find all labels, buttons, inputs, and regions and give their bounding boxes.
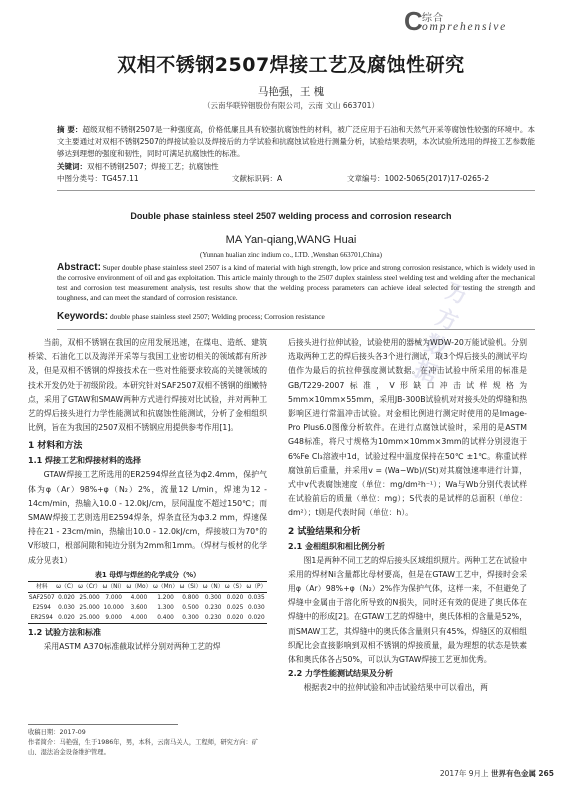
table-cell: 0.230 xyxy=(202,613,224,624)
table-cell: 0.400 xyxy=(152,613,179,624)
table-cell: 0.030 xyxy=(58,604,75,611)
table-header-cell: ω（Si） xyxy=(179,581,202,592)
table-row xyxy=(28,613,267,624)
watermark-stamp: 万方数据 xyxy=(406,277,472,391)
table-cell: 0.500 xyxy=(182,604,199,611)
footnote-received: 收稿日期：2017-09 xyxy=(28,729,86,736)
table-header-cell: ω（Cr） xyxy=(77,581,101,592)
title-en: Double phase stainless steel 2507 welding process and corrosion research xyxy=(130,211,452,221)
table-cell: 0.800 xyxy=(182,594,199,601)
section-1-2-heading: 1.2 试验方法和标准 xyxy=(28,627,101,637)
footnote xyxy=(28,728,267,758)
table-cell: 0.020 xyxy=(56,613,78,624)
table-header-row xyxy=(28,581,267,592)
table-cell: 0.020 xyxy=(224,613,245,624)
section-2-1-heading: 2.1 金相组织和相比例分析 xyxy=(288,541,385,551)
table-cell: ER2594 xyxy=(28,613,56,624)
table-cell: SAF2507 xyxy=(28,594,55,601)
keywords-en-label: Keywords: xyxy=(57,311,109,322)
table-cell: 1.200 xyxy=(157,594,174,601)
table-cell: 4.000 xyxy=(130,594,148,601)
table-header-cell: ω（Mo） xyxy=(126,581,153,592)
footnote-author-intro: 作者简介：马艳强，生于1986年，男，本科，云南马关人，工程师，研究方向：矿山、湿法冶金设备维护管理。 xyxy=(28,739,259,756)
section-tag-bracket: C xyxy=(404,6,423,36)
section-2-2-heading: 2.2 力学性能测试结果及分析 xyxy=(288,669,393,679)
table-cell: 9.000 xyxy=(102,613,126,624)
page-footer xyxy=(440,768,554,779)
footer-date: 2017年 9月上 xyxy=(439,769,489,778)
footer-page-number: 265 xyxy=(538,769,554,778)
table-header-cell: ω（N） xyxy=(202,581,224,592)
section-tag-en: omprehensive xyxy=(422,21,508,33)
keywords-en xyxy=(57,312,535,322)
authors-cn: 马艳强，王 槐 xyxy=(257,86,325,98)
table-header-cell: ω（S） xyxy=(224,581,245,592)
section-tag xyxy=(404,8,554,36)
table-cell: 25.000 xyxy=(79,604,100,611)
divider-top xyxy=(57,190,535,191)
table-cell: 0.300 xyxy=(179,613,202,624)
abstract-en-label: Abstract: xyxy=(57,262,101,273)
section-2-1-paragraph: 图1是两种不同工艺的焊后接头区域组织照片。两种工艺在试验中采用的焊材Ni含量都比母材要高，但是在GTAW工艺中，焊接时会采用φ（Ar）98%+φ（N₂）2%作为保护气体，这样一来，不但避免了焊缝中金属由于溶化所导致的N损失，同时还有效的促进了奥氏体在焊缝中的形成[2]。在GTAW工艺的焊缝中，奥氏体相的含量是52%，而SMAW工艺，其焊缝中的奥氏体含量则只有45%，焊缝区的双相组织配比会直接影响到双相不锈钢的焊接质量，最为理想的状态是铁素体和奥氏体各占50%，可以认为GTAW焊接工艺更加优秀。 xyxy=(288,555,527,665)
section-1-2-paragraph: 采用ASTM A370标准截取试样分别对两种工艺的焊 xyxy=(43,641,221,651)
left-column xyxy=(28,336,267,654)
section-1-heading: 1 材料和方法 xyxy=(28,441,83,452)
affiliation-en: (Yunnan hualian zinc indium co., LTD. ,Wenshan 663701,China) xyxy=(200,251,382,259)
table-header-cell: ω（P） xyxy=(246,581,267,592)
affiliation-cn: （云南华联锌铟股份有限公司，云南 文山 663701） xyxy=(203,101,379,110)
table-cell: E2594 xyxy=(32,604,51,611)
abstract-en-text: Super double phase stainless steel 2507 is a kind of material with high strength, low price and strong corrosion resistance, which is widely used in the corrosive environment of oil and gas exploitation. This article mainly through to the 2507 duplex stainless steel welding test and welding after the mechanical test and corrosion test measurement analysis, test results show that the welding process parameters can achieve ideal selected for testing the strength and toughness, and can meet the standard of corrosion resistance. xyxy=(57,263,535,302)
table-header-cell: 材料 xyxy=(28,581,56,592)
intro-paragraph: 当前，双相不锈钢在我国的应用发展迅速，在煤电、造纸、建筑桥梁、石油化工以及海洋开采等与我国工业密切相关的领域都有所涉及，但是双相不锈钢的焊接技术在一些对性能要求较高的关键领域的技术开发仍处于初级阶段。本研究针对SAF2507双相不锈钢的细嫩特点，采用了GTAW和SMAW两种方式进行焊接对比试验，并对两种工艺的焊后接头进行力学性能测试和抗腐蚀性能测试，分析了金相组织比例，旨在为我国的2507双相不锈钢应用提供参考作用[1]。 xyxy=(28,338,267,433)
methods-continued-paragraph: 后接头进行拉伸试验，试验使用的器械为WDW-20万能试验机。分别选取两种工艺的焊后接头各3个进行测试，取3个焊后接头的测试平均值作为最后的抗拉伸强度测试数据。在冲击试验中所采用的标准是GB/T229-2007标准，V形缺口冲击试样规格为5mm×10mm×55mm，采用JB-300B试验机对对接头处的焊缝和热影响区进行常温冲击试验。对金相比例进行测定时使用的是Image-Pro Plus6.0图像分析软件。在进行点腐蚀试验时，采用的是ASTM G48标准，将尺寸规格为10mm×10mm×3mm的试样分别浸泡于6%Fe Cl₃溶液中1d，试验过程中温度保持在50℃ ±1℃。称重试样腐蚀前后重量，并采用v = (Wa−Wb)/(St)对其腐蚀速率进行计算，式中v代表腐蚀速度（单位：mg/dm²h⁻¹）；Wa与Wb分别代表试样在试验前后的质量（单位：mg）；S代表的是试样的总面积（单位：dm²）；t则是代表时间（单位：h）。 xyxy=(288,338,527,518)
table-cell: 0.025 xyxy=(226,604,244,611)
table-cell: 0.300 xyxy=(204,594,222,601)
abstract-en xyxy=(57,263,535,303)
article-number: 文章编号：1002-5065(2017)17-0265-2 xyxy=(347,174,490,183)
table-header-cell: ω（Ni） xyxy=(102,581,126,592)
table-cell: 10.000 xyxy=(103,604,124,611)
table-cell: 0.030 xyxy=(248,604,265,611)
section-1-1-heading: 1.1 焊接工艺和焊接材料的选择 xyxy=(28,456,141,466)
table-cell: 25.000 xyxy=(77,613,101,624)
table-cell: 3.600 xyxy=(130,604,148,611)
right-column xyxy=(288,336,527,695)
table-cell: 0.230 xyxy=(204,604,222,611)
table-1 xyxy=(28,581,267,624)
footer-journal: 世界有色金属 xyxy=(490,769,536,778)
keywords-cn-text: 双相不锈钢2507；焊接工艺；抗腐蚀性 xyxy=(87,162,219,171)
table-cell: 7.000 xyxy=(105,594,122,601)
divider-bottom xyxy=(57,329,535,330)
table-header-cell: ω（Mn） xyxy=(152,581,179,592)
section-2-heading: 2 试验结果和分析 xyxy=(288,526,361,537)
section-1-1-paragraph: GTAW焊接工艺所选用的ER2594焊丝直径为ф2.4mm，保护气体为φ（Ar）98%+φ（N₂）2%，流量12 L/min，焊速为12 - 14cm/min，热输入10.0 - 12.0kJ/cm，层间温度不超过150℃；而SMAW焊接工艺则选用E2594焊条，焊条直径为ф3.2 mm，焊速保持在21 - 23cm/min，热输出10.0 - 12.0kJ/cm，焊接坡口为70°的V形坡口，根部间隙和钝边分别为2mm和1mm。（焊材与板材的化学成分见表1） xyxy=(28,470,267,565)
keywords-cn-label: 关键词： xyxy=(57,162,87,171)
class-number: 中图分类号：TG457.11 xyxy=(57,174,139,183)
table-body xyxy=(28,592,267,623)
section-tag-cn: 综合 xyxy=(422,13,444,24)
table-row xyxy=(28,592,267,603)
abstract-cn-text: 超级双相不锈钢2507是一种强度高，价格低廉且具有较强抗腐蚀性的材料，被广泛应用于石油和天然气开采等腐蚀性较强的环境中。本文主要通过对双相不锈钢2507的焊接试验以及焊接后的力学试验和抗腐蚀试验进行测量分析，试验结果表明，本次试验所选用的焊接工艺参数能够达到理想的强度和韧性，同时可满足抗腐蚀性的标准。 xyxy=(57,125,535,158)
document-code: 文献标识码：A xyxy=(232,174,283,183)
table-cell: 4.000 xyxy=(126,613,153,624)
keywords-cn xyxy=(57,162,535,172)
table-row xyxy=(28,603,267,613)
footnote-divider xyxy=(28,724,178,725)
keywords-en-text: double phase stainless steel 2507; Welding process; Corrosion resistance xyxy=(109,312,325,321)
table-cell: 0.020 xyxy=(226,594,244,601)
title-cn: 双相不锈钢2507焊接工艺及腐蚀性研究 xyxy=(117,54,465,76)
section-2-2-paragraph: 根据表2中的拉伸试验和冲击试验结果中可以看出，两 xyxy=(303,683,488,693)
table-cell: 0.035 xyxy=(248,594,265,601)
table-header-cell: ω（C） xyxy=(56,581,78,592)
table-cell: 1.300 xyxy=(157,604,174,611)
table-cell: 0.020 xyxy=(58,594,75,601)
table-1-caption: 表1 母焊与焊丝的化学成分（%） xyxy=(94,570,201,579)
authors-en: MA Yan-qiang,WANG Huai xyxy=(225,234,357,246)
table-cell: 0.020 xyxy=(246,613,267,624)
abstract-cn xyxy=(57,124,535,160)
abstract-cn-label: 摘 要： xyxy=(57,125,83,134)
table-cell: 25.000 xyxy=(79,594,100,601)
